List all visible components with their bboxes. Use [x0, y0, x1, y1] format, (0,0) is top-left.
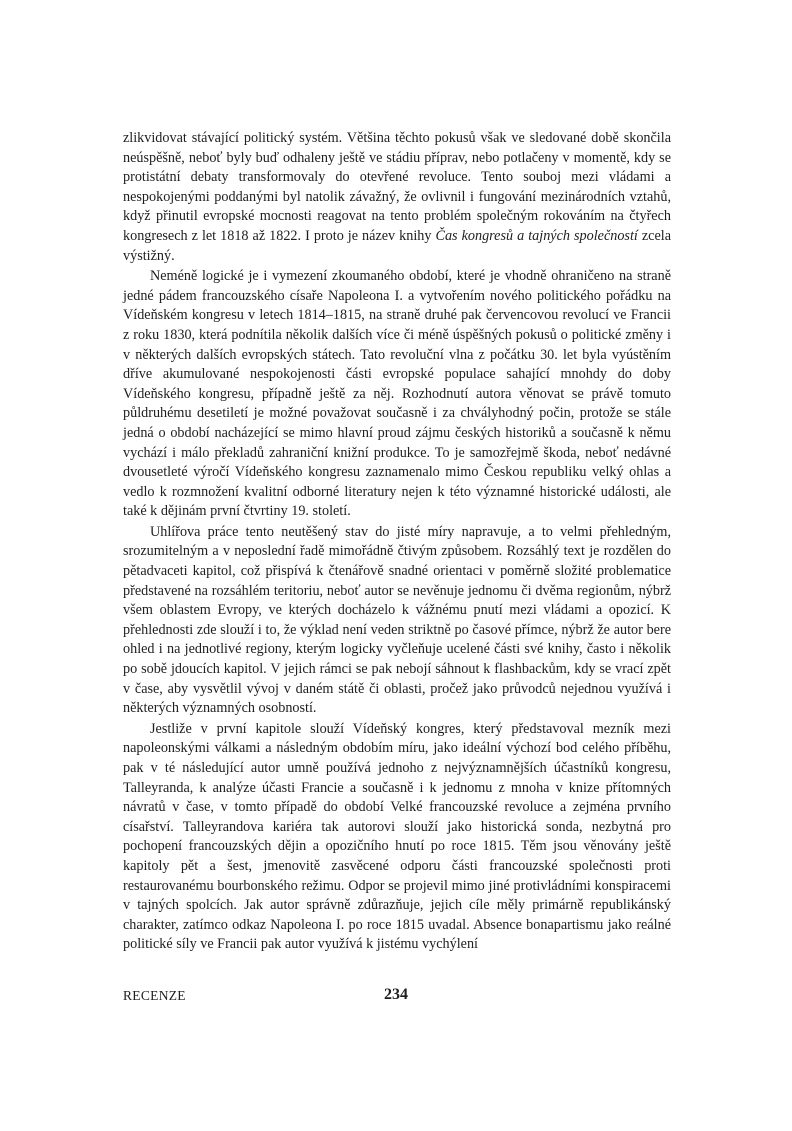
paragraph-4: [123, 720, 671, 955]
paragraph-3: [123, 523, 671, 719]
paragraph-1-text: zlikvidovat stávající politický systém. Většina těchto pokusů však ve sledované době skončila neúspěšně, neboť byly buď odhaleny ještě ve stádiu příprav, nebo potlačeny v momentě, kdy se protistátní debaty transformovaly do otevřené revoluce. Tento souboj mezi vládami a nespokojenými poddanými byl natolik závažný, že ovlivnil i fungování mezinárodních vztahů, když přinutil evropské mocnosti reagovat na tento problém společným rokováním na čtyřech kongresech z let 1818 až 1822. I proto je název knihy: [123, 130, 671, 244]
page-number: 234: [384, 986, 408, 1003]
paragraph-2-text: Neméně logické je i vymezení zkoumaného období, které je vhodně ohraničeno na straně jedné pádem francouzského císaře Napoleona I. a vytvořením nového politického pořádku na Vídeňském kongresu v letech 1814–1815, na straně druhé pak červencovou revolucí ve Francii z roku 1830, která podnítila několik dalších více či méně úspěšných pokusů o politické změny i v některých dalších evropských státech. Tato revoluční vlna z počátku 30. let byla vyústěním dříve akumulované nespokojenosti části evropské populace sahající mnohdy do doby Vídeňského kongresu, případně ještě za něj. Rozhodnutí autora věnovat se právě tomuto půldruhému desetiletí je možné považovat současně i za chvályhodný počin, protože se stále jedná o období nacházející se mimo hlavní proud zájmu českých historiků a současně k němu vychází i málo překladů zahraniční knižní produkce. To je samozřejmě škoda, neboť nedávné dvousetleté výročí Vídeňského kongresu zaznamenalo mimo Českou republiku velký ohlas a vedlo k rozmnožení kvalitní odborné literatury nejen k této významné historické události, ale také k dějinám první čtvrtiny 19. století.: [123, 268, 671, 520]
paragraph-1: [123, 129, 671, 266]
section-label: RECENZE: [123, 988, 186, 1003]
book-title: Čas kongresů a tajných společností: [435, 227, 638, 244]
paragraph-2: [123, 267, 671, 522]
paragraph-1-tail: zcela výstižný.: [123, 227, 671, 264]
body-text: [123, 129, 671, 955]
paragraph-3-text: Uhlířova práce tento neutěšený stav do jisté míry napravuje, a to velmi přehledným, srozumitelným a v neposlední řadě mimořádně čtivým způsobem. Rozsáhlý text je rozdělen do pětadvaceti kapitol, což přispívá k čtenářově snadné orientaci v poměrně složité problematice představené na rozsáhlém teritoriu, neboť autor se nevěnuje jednomu či dvěma regionům, nýbrž všem oblastem Evropy, ve kterých docházelo k vážnému pnutí mezi vládami a opozicí. K přehlednosti zde slouží i to, že výklad není veden striktně po časové přímce, nýbrž že autor bere ohled i na jednotlivé regiony, kterým logicky vyčleňuje ucelené části své knihy, často i několik po sobě jdoucích kapitol. V jejich rámci se pak nebojí sáhnout k flashbackům, kdy se vrací zpět v čase, aby vysvětlil vývoj v daném státě či oblasti, pročež jako průvodců nejednou využívá i některých významných osobností.: [123, 523, 671, 717]
paragraph-4-text: Jestliže v první kapitole slouží Vídeňský kongres, který představoval mezník mezi napoleonskými válkami a následným obdobím míru, jako ideální výchozí bod celého příběhu, pak v té následující autor umně používá jednoho z nejvýznamnějších účastníků kongresu, Talleyranda, k analýze účasti Francie a současně i k jednomu z mnoha v knize přítomných návratů v čase, v tomto případě do období Velké francouzské revoluce a zejména prvního císařství. Talleyrandova kariéra tak autorovi slouží jako historická sonda, nezbytná pro pochopení francouzských dějin a opozičního hnutí po roce 1815. Těm jsou věnovány ještě kapitoly pět a šest, jmenovitě zasvěcené odporu části francouzské společnosti proti restaurovanému bourbonského režimu. Odpor se projevil mimo jiné protivládními konspiracemi v tajných spolcích. Jak autor správně zdůrazňuje, jejich cíle měly primárně republikánský charakter, zatímco odkaz Napoleona I. po roce 1815 uvadal. Absence bonapartismu jako reálné politické síly ve Francii pak autor využívá k jistému vychýlení: [123, 720, 671, 953]
